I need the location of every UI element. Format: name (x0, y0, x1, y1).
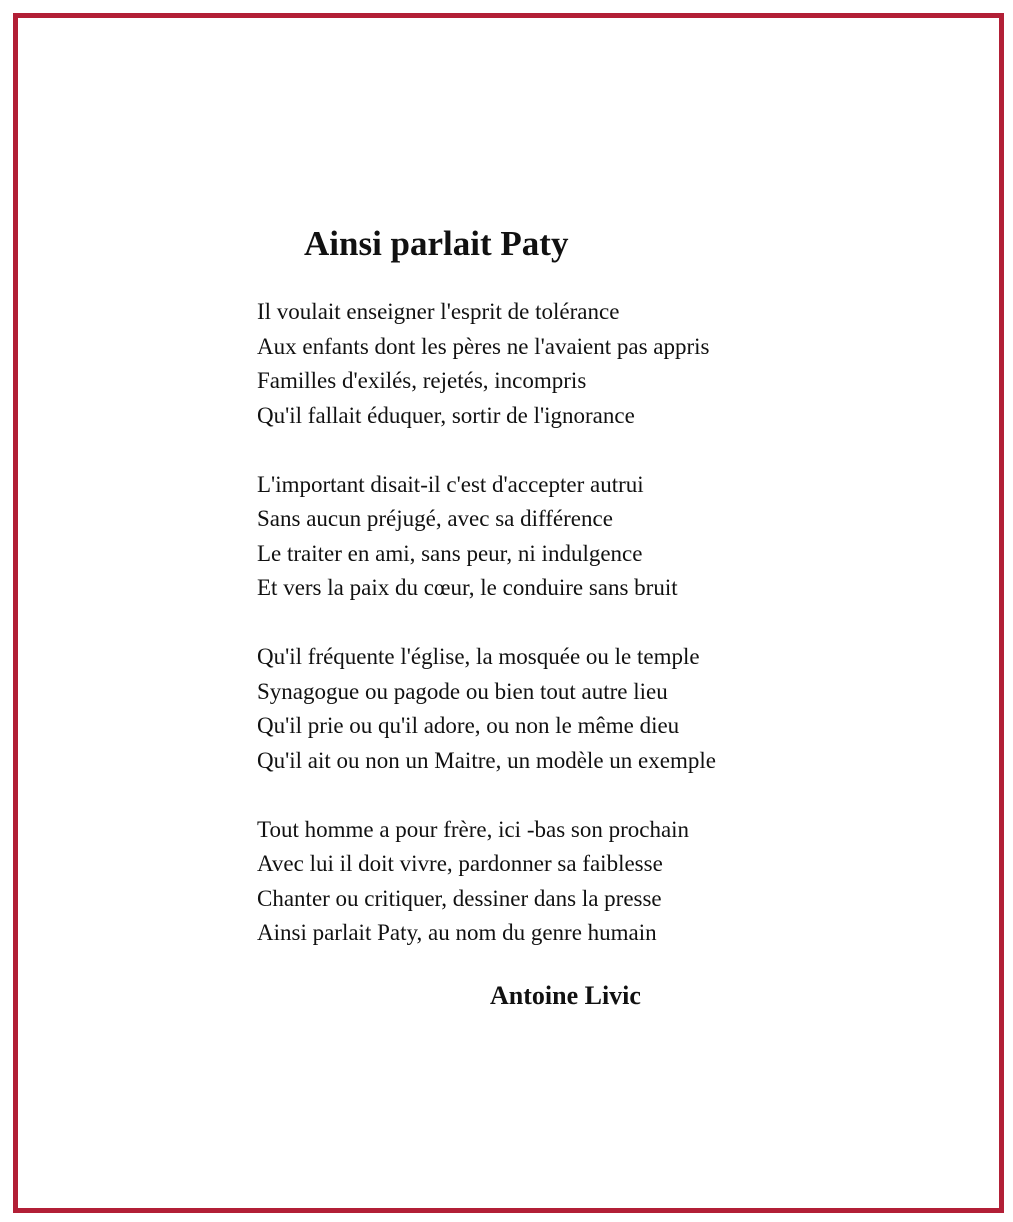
stanza-3 (257, 640, 897, 778)
poem-body (257, 295, 897, 985)
verse-line: L'important disait-il c'est d'accepter autrui (257, 471, 644, 497)
verse-line: Synagogue ou pagode ou bien tout autre lieu (257, 678, 668, 704)
verse-line: Familles d'exilés, rejetés, incompris (257, 368, 587, 393)
verse-line: Tout homme a pour frère, ici -bas son prochain (257, 816, 690, 842)
verse-line: Qu'il fallait éduquer, sortir de l'ignorance (257, 402, 635, 428)
stanza-4 (257, 813, 897, 951)
verse-line: Le traiter en ami, sans peur, ni indulgence (257, 540, 643, 566)
author-signature: Antoine Livic (490, 981, 641, 1010)
verse-line: Sans aucun préjugé, avec sa différence (257, 506, 613, 531)
verse-line: Qu'il fréquente l'église, la mosquée ou le temple (257, 644, 700, 669)
stanza-1 (257, 295, 897, 433)
verse-line: Qu'il prie ou qu'il adore, ou non le même dieu (257, 713, 680, 738)
verse-line: Avec lui il doit vivre, pardonner sa faiblesse (257, 851, 663, 876)
verse-line: Ainsi parlait Paty, au nom du genre humain (257, 920, 657, 945)
stanza-2 (257, 468, 897, 606)
verse-line: Aux enfants dont les pères ne l'avaient pas appris (257, 333, 710, 359)
verse-line: Il voulait enseigner l'esprit de tolérance (257, 299, 620, 324)
poem-title: Ainsi parlait Paty (304, 224, 569, 263)
verse-line: Chanter ou critiquer, dessiner dans la presse (257, 885, 662, 911)
verse-line: Qu'il ait ou non un Maitre, un modèle un exemple (257, 747, 716, 773)
verse-line: Et vers la paix du cœur, le conduire sans bruit (257, 575, 678, 600)
